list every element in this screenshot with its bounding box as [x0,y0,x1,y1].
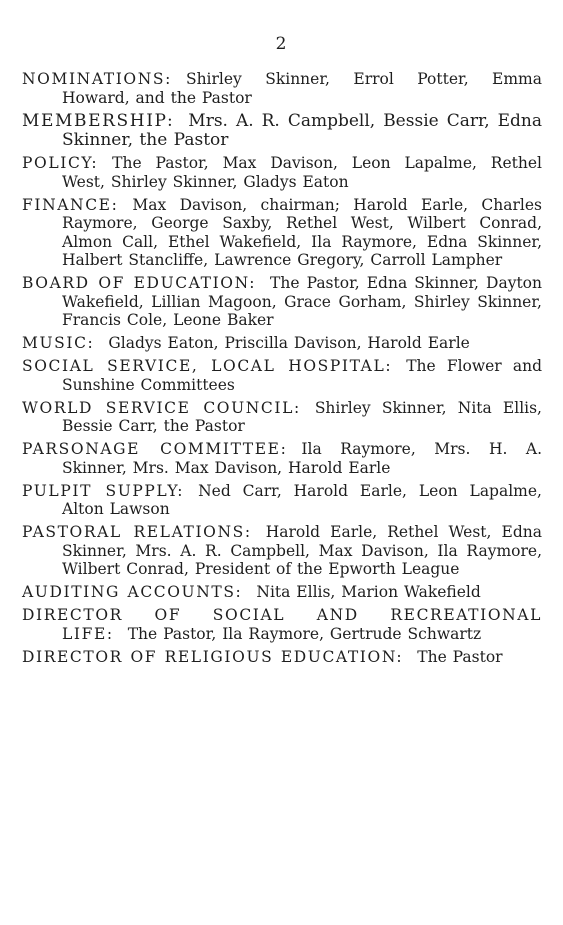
committee-members: Ned Carr, Harold Earle, Leon Lapalme, Alton Lawson [62,481,542,518]
committee-members: The Pastor, Ila Raymore, Gertrude Schwartz [127,624,482,643]
committee-entry-pastoral-relations [22,523,542,579]
committee-entry-world-service [22,399,542,436]
committee-heading: PARSONAGE COMMITTEE: [22,440,288,458]
committee-entry-music [22,334,542,353]
committee-members: The Pastor [417,647,503,666]
committee-heading: FINANCE: [22,195,119,214]
committee-heading: WORLD SERVICE COUNCIL: [22,398,301,417]
committee-members: Ila Raymore, Mrs. H. A. Skinner, Mrs. Max Davison, Harold Earle [62,440,542,477]
committee-entry-auditing [22,583,542,602]
committee-members: Shirley Skinner, Nita Ellis, Bessie Carr, the Pastor [62,398,542,435]
committee-members: The Pastor, Edna Skinner, Dayton Wakefield, Lillian Magoon, Grace Gorham, Shirley Skinner, Francis Cole, Leone Baker [62,274,542,329]
committee-entry-board-of-education [22,274,542,330]
committee-members: Max Davison, chairman; Harold Earle, Charles Raymore, George Saxby, Rethel West, Wilbert Conrad, Almon Call, Ethel Wakefield, Ila Raymore, Edna Skinner, Halbert Stancliffe, Lawrence Gregory, Carroll Lampher [62,195,542,269]
committee-entry-membership [22,112,542,150]
committee-entry-pulpit-supply [22,482,542,519]
committee-heading: NOMINATIONS: [22,70,172,88]
committee-heading: POLICY: [22,154,99,172]
committee-list [22,70,542,671]
committee-members: The Pastor, Max Davison, Leon Lapalme, Rethel West, Shirley Skinner, Gladys Eaton [62,154,542,191]
committee-entry-policy [22,154,542,191]
committee-members: The Flower and Sunshine Committees [62,357,542,394]
committee-heading: BOARD OF EDUCATION: [22,274,257,292]
committee-members: Harold Earle, Rethel West, Edna Skinner, Mrs. A. R. Campbell, Max Davison, Ila Raymore, Wilbert Conrad, President of the Epworth League [62,523,542,578]
committee-heading: DIRECTOR OF SOCIAL AND RECREATIONAL LIFE: [22,606,542,643]
committee-entry-religious-education [22,648,542,667]
committee-entry-nominations [22,70,542,107]
committee-heading: MUSIC: [22,334,95,352]
committee-heading: SOCIAL SERVICE, LOCAL HOSPITAL: [22,357,393,375]
committee-members: Mrs. A. R. Campbell, Bessie Carr, Edna Skinner, the Pastor [62,110,542,150]
committee-entry-social-recreational [22,606,542,643]
committee-heading: PULPIT SUPPLY: [22,481,185,500]
committee-heading: DIRECTOR OF RELIGIOUS EDUCATION: [22,647,404,666]
committee-heading: AUDITING ACCOUNTS: [22,583,243,601]
committee-entry-parsonage [22,440,542,477]
committee-members: Nita Ellis, Marion Wakefield [256,583,481,601]
committee-heading: PASTORAL RELATIONS: [22,523,252,541]
committee-members: Shirley Skinner, Errol Potter, Emma Howard, and the Pastor [62,70,542,107]
page-number: 2 [275,34,288,54]
committee-heading: MEMBERSHIP: [22,110,175,131]
committee-entry-finance [22,196,542,270]
committee-entry-social-service [22,357,542,394]
committee-members: Gladys Eaton, Priscilla Davison, Harold Earle [108,334,470,352]
